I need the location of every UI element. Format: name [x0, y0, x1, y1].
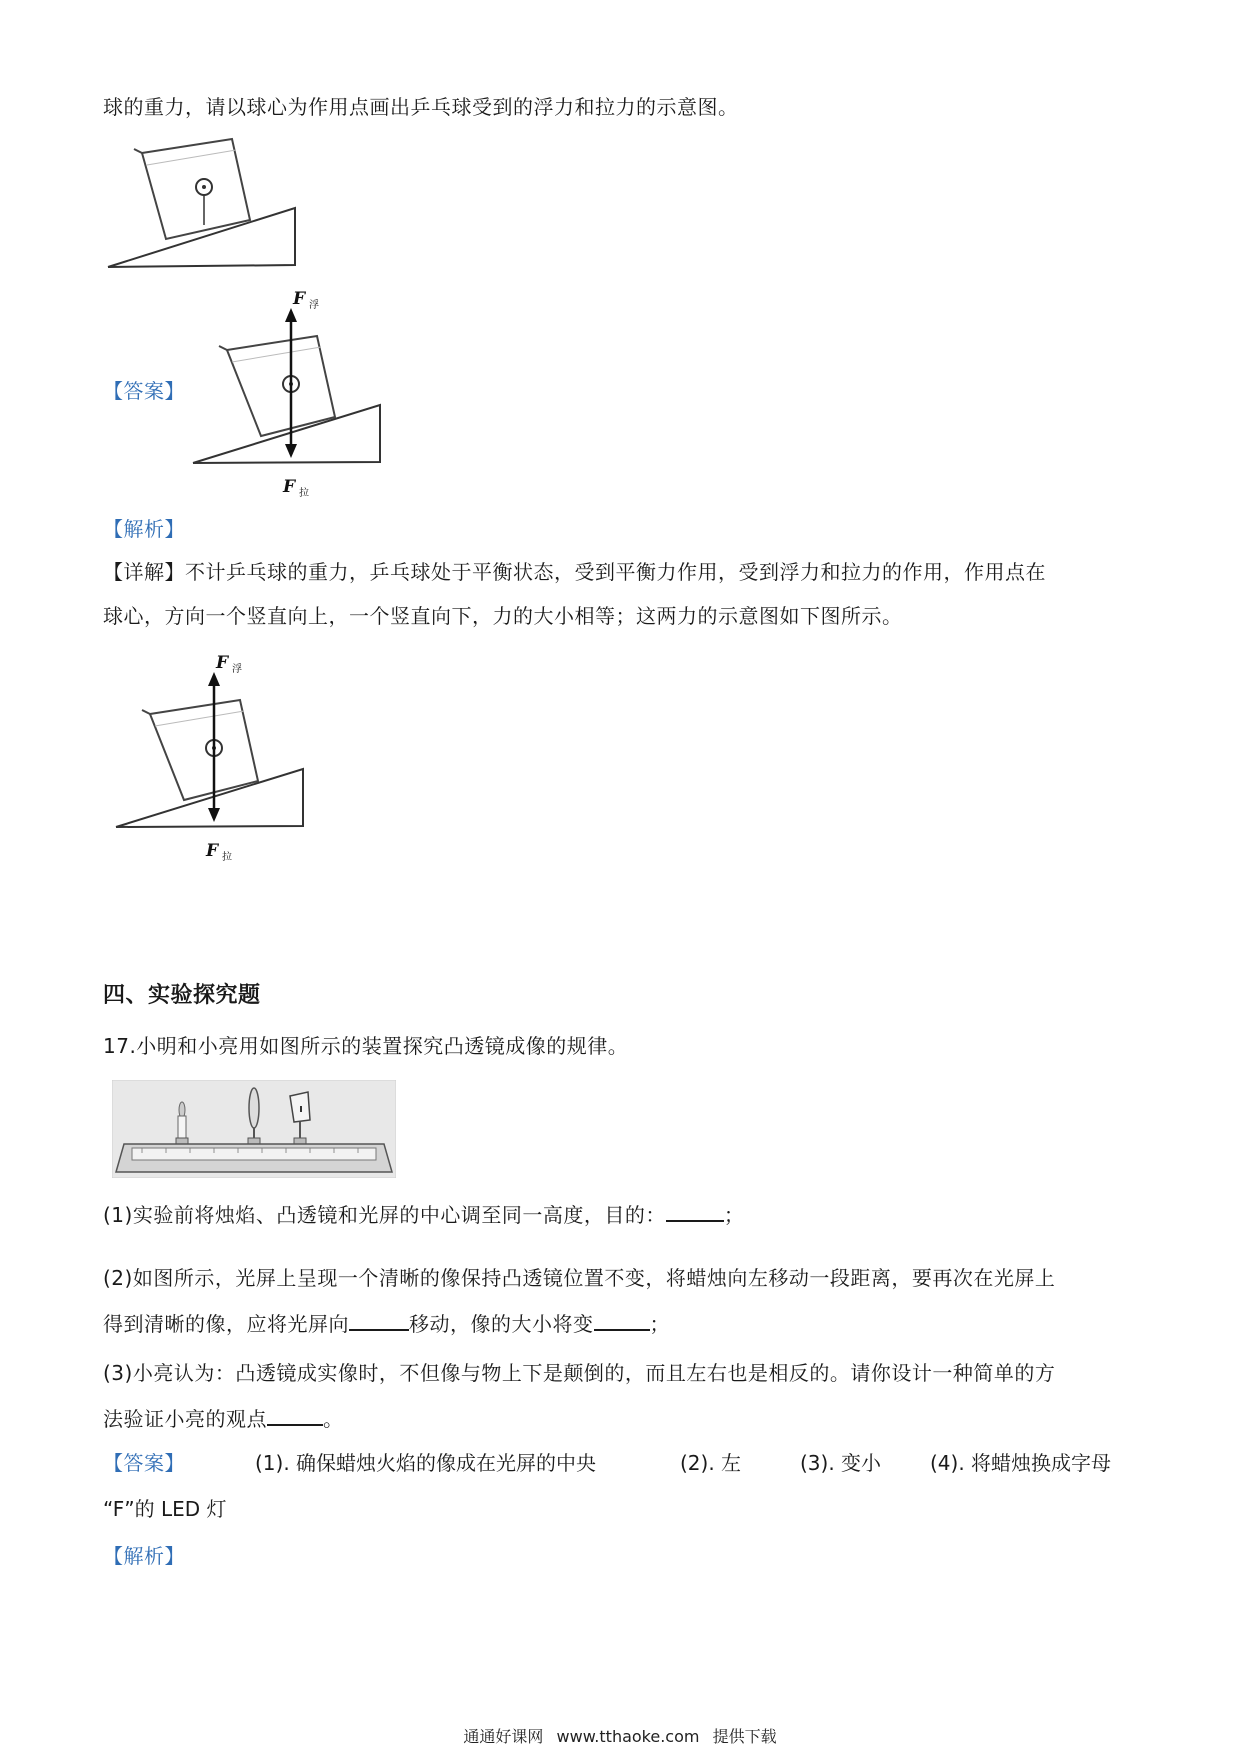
q17-part2-text-a: 得到清晰的像，应将光屏向 [103, 1312, 349, 1336]
q17-part2-line2 [103, 1309, 670, 1338]
force-down-label: F [206, 841, 219, 861]
incline-wedge [116, 769, 303, 827]
footer-url[interactable]: www.tthaoke.com [556, 1727, 700, 1746]
q16-detail-tag: 【详解】 [103, 560, 185, 584]
q17-blank-1[interactable] [666, 1200, 724, 1222]
incline-wedge [108, 208, 295, 267]
q17-answer-tag: 【答案】 [103, 1451, 185, 1475]
q16-answer-figure [185, 288, 395, 500]
q17-stem: 17.小明和小亮用如图所示的装置探究凸透镜成像的规律。 [103, 1034, 629, 1058]
q17-blank-4[interactable] [267, 1404, 323, 1426]
q17-blank-3[interactable] [594, 1309, 650, 1331]
q16-question-figure [100, 135, 310, 275]
q17-part1 [103, 1200, 744, 1229]
force-down-label: F [283, 477, 296, 497]
section-heading: 四、实验探究题 [103, 983, 261, 1008]
buoyancy-arrow [285, 308, 297, 384]
force-up-subscript: 浮 [232, 664, 242, 675]
incline-wedge [193, 405, 380, 463]
q17-part2-text-c: ； [649, 1312, 670, 1336]
force-down-subscript: 拉 [299, 488, 309, 499]
q16-text-top: 球的重力，请以球心为作用点画出乒乓球受到的浮力和拉力的示意图。 [103, 95, 739, 119]
q16-detail-figure [108, 652, 318, 864]
q17-part3-line1: (3)小亮认为：凸透镜成实像时，不但像与物上下是颠倒的，而且左右也是相反的。请你设计一种简单的方 [103, 1361, 1056, 1385]
ruler-rail [116, 1144, 392, 1172]
ping-pong-ball [196, 179, 212, 225]
q17-part2-text-b: 移动，像的大小将变 [409, 1312, 594, 1336]
beaker [219, 336, 335, 436]
q16-detail-line2: 球心，方向一个竖直向上，一个竖直向下，力的大小相等；这两力的示意图如下图所示。 [103, 604, 903, 628]
q16-detail-line1 [103, 558, 1046, 586]
q17-blank-2[interactable] [349, 1309, 409, 1331]
q17-part3-text-a: 法验证小亮的观点 [103, 1407, 267, 1431]
q17-answer-4-continued: “F”的 LED 灯 [103, 1497, 227, 1521]
q17-analysis-tag: 【解析】 [103, 1544, 185, 1568]
q17-answer-2: (2). 左 [680, 1451, 742, 1475]
footer-site: 通通好课网 [463, 1727, 544, 1746]
q17-part3-text-b: 。 [323, 1407, 344, 1431]
beaker [142, 700, 258, 800]
buoyancy-arrow [208, 672, 220, 748]
q16-detail-text1: 不计乒乓球的重力，乒乓球处于平衡状态，受到平衡力作用，受到浮力和拉力的作用，作用点在 [185, 560, 1046, 584]
beaker [134, 139, 250, 239]
q17-answer-3: (3). 变小 [800, 1451, 882, 1475]
footer-note: 提供下载 [712, 1727, 777, 1746]
q17-part1-end: ； [723, 1203, 745, 1227]
optical-bench-figure [112, 1080, 396, 1178]
force-up-label: F [216, 653, 229, 673]
tension-arrow [285, 384, 297, 458]
q16-answer-tag: 【答案】 [103, 379, 185, 403]
page-footer [0, 1727, 1240, 1747]
force-up-subscript: 浮 [309, 300, 319, 311]
force-down-subscript: 拉 [222, 852, 232, 863]
q17-part1-text: (1)实验前将烛焰、凸透镜和光屏的中心调至同一高度，目的： [103, 1203, 666, 1227]
q17-part3-line2 [103, 1404, 344, 1433]
q17-part2-line1: (2)如图所示，光屏上呈现一个清晰的像保持凸透镜位置不变，将蜡烛向左移动一段距离，要再次在光屏上 [103, 1266, 1056, 1290]
q17-answer-4: (4). 将蜡烛换成字母 [930, 1451, 1112, 1475]
tension-arrow [208, 748, 220, 822]
q17-answer-1: (1). 确保蜡烛火焰的像成在光屏的中央 [255, 1451, 597, 1475]
force-up-label: F [293, 289, 306, 309]
q16-analysis-tag: 【解析】 [103, 517, 185, 541]
